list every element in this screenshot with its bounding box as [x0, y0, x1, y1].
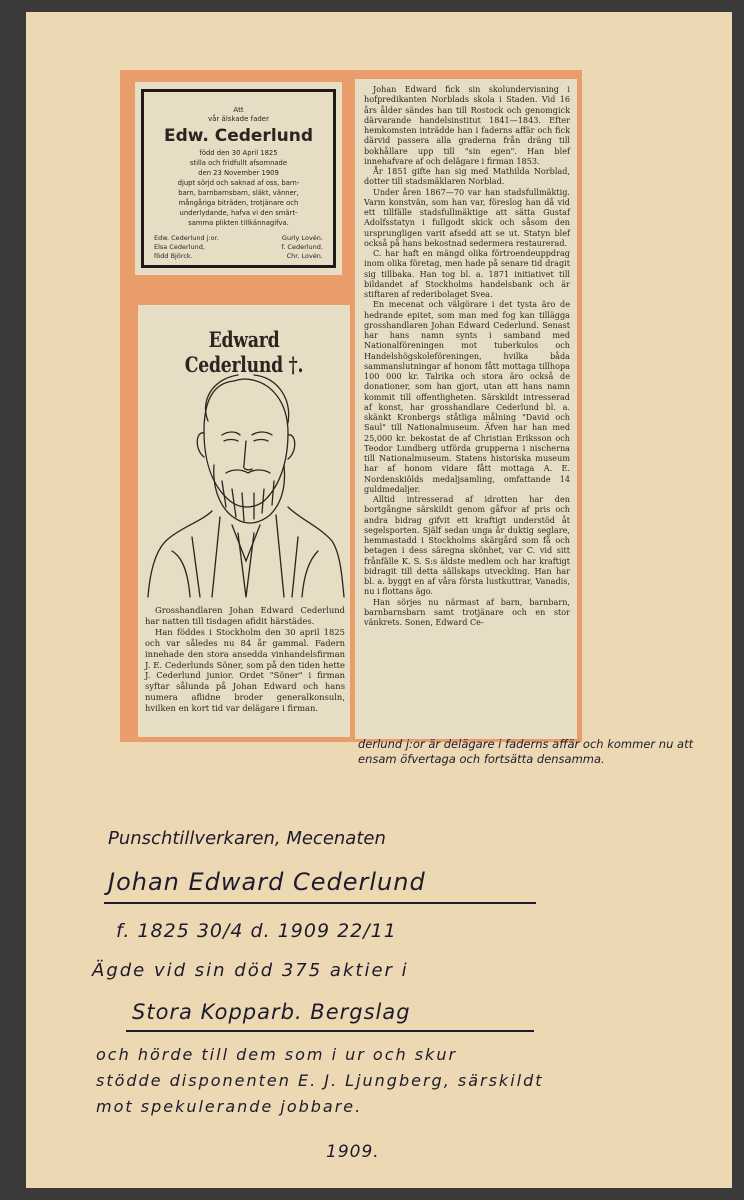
handwritten-dates: f. 1825 30/4 d. 1909 22/11: [116, 920, 397, 942]
article-clipping: [355, 79, 577, 739]
handwritten-year: 1909.: [326, 1142, 380, 1162]
notice-subtitle: vår älskade fader: [208, 115, 269, 123]
article-paragraph: En mecenat och välgörare i det tysta äro de hedrande epitet, som man med fog kan tillägga grosshandlaren Johan Edward Cederlund. Senast har hans namn synts i samband med Nationalföreningen mot tuberkulos och Handelshögskoleföreningen, hvilka båda sammanslutningar af honom fått mottaga tillhopa 100 000 kr. Talrika och stora äro också de donationer, som han gjort, utan att hans namn kommit till offentligheten. Särskildt intresserad af konst, har grosshandlare Cederlund bl. a. skänkt Kronbergs ståtliga målning "David och Saul" till Nationalmuseum. Äfven har han med 25,000 kr. bekostat de af Christian Eriksson och Teodor Lundberg utförda grupperna i nischerna till Nationalmuseum. Statens historiska museum har af honom vidare fått mottaga A. E. Nordenskiölds medaljsamling, omfattande 14 guldmedaljer.: [364, 299, 570, 494]
handwritten-name: Johan Edward Cederlund: [108, 868, 426, 896]
notice-name: Edw. Cederlund: [163, 126, 314, 146]
notice-signatures: [148, 228, 329, 261]
notice-still: stilla och fridfullt afsomnade: [189, 159, 288, 167]
article-paragraph: Han sörjes nu närmast af barn, barnbarn, barnbarnsbarn samt trotjänare och en stor vänkrets. Sonen, Edward Ce-: [364, 596, 570, 627]
signatures-left: [154, 234, 219, 261]
article-paragraph: Under åren 1867—70 var han stadsfullmäktig. Varm konstvän, som han var, föreslog han då vid ett tillfälle stadsfullmäktige att sätta Gustaf Adolfsstatyn i fullgodt skick och såsom den ursprungligen varit afsedd att se ut. Statyn blef också på hans bekostnad sedermera restaurerad.: [364, 186, 570, 248]
notice-body-line: djupt sörjd och saknad af oss, barn-: [177, 179, 300, 187]
handwritten-company: Stora Kopparb. Bergslag: [132, 1000, 411, 1024]
signature: Elsa Cederlund,: [154, 243, 205, 251]
handwritten-line: stödde disponenten E. J. Ljungberg, särskildt: [96, 1071, 544, 1090]
handwritten-shares: Ägde vid sin död 375 aktier i: [92, 960, 409, 981]
notice-body-line: underlydande, hafva vi den smärt-: [179, 209, 298, 217]
article-paragraph: C. har haft en mängd olika förtroendeuppdrag inom olika företag, men hade på senare tid dragit sig tillbaka. Han tog bl. a. 1871 initiativet till bildandet af Stockholms handelsbank och är stiftaren af rederibolaget Svea.: [364, 248, 570, 299]
handwritten-line: och hörde till dem som i ur och skur: [96, 1045, 458, 1064]
company-underline: [126, 1030, 534, 1032]
bio-paragraph: Grosshandlaren Johan Edward Cederlund har natten till tisdagen afidit härstädes.: [145, 605, 345, 626]
signature: född Björck.: [154, 252, 193, 260]
portrait-clipping: [138, 305, 350, 737]
article-paragraph: Alltid intresserad af idrotten har den bortgångne särskildt genom gåfvor af pris och andra bidrag gifvit ett kraftigt understöd åt segelsporten. Själf sedan unga år duktig seglare, hemmastadd i Stockholms skärgård som få och betagen i dess säregna skönhet, var C. vid sitt frånfälle K. S. S:s äldste medlem och har kraftigt bidragit till detta sällskaps utveckling. Han har bl. a. byggt en af våra första lustkuttrar, Vanadis, nu i flottans ägo.: [364, 494, 570, 597]
notice-died: den 23 November 1909: [198, 169, 279, 177]
signatures-right: [281, 234, 323, 261]
death-notice: [135, 82, 342, 275]
portrait-bio: [145, 605, 345, 714]
signature: f. Cederlund.: [281, 243, 323, 251]
portrait-headline: Edward Cederlund †.: [184, 327, 304, 377]
notice-body-line: barn, barnbarnsbarn, släkt, vänner,: [178, 189, 299, 197]
article-paragraph: År 1851 gifte han sig med Mathilda Norblad, dotter till stadsmäklaren Norblad.: [364, 166, 570, 187]
signature: Chr. Lovén.: [286, 252, 323, 260]
bio-paragraph: Han föddes i Stockholm den 30 april 1825 och var således nu 84 år gammal. Fadern innehade den stora ansedda vinhandelsfirman J. E. Cederlunds Söner, som på den tiden hette J. Cederlund junior. Ordet "Söner" i firman syftar sålunda på Johan Edward och hans numera aflidne broder generalkonsuln, hvilken en kort tid var delägare i firman.: [145, 626, 345, 714]
death-notice-frame: [141, 89, 336, 268]
signature: Gurly Lovén.: [281, 234, 323, 242]
notice-born: född den 30 April 1825: [199, 149, 278, 157]
notice-att: Att: [233, 106, 244, 114]
notice-body-line: mångåriga biträden, trotjänare och: [178, 199, 299, 207]
notice-body-line: samma plikten tillkännagifva.: [188, 219, 289, 227]
handwritten-continuation: derlund j:or är delägare i faderns affär och kommer nu att ensam öfvertaga och fortsätta densamma.: [358, 737, 694, 766]
handwritten-line: mot spekulerande jobbare.: [96, 1097, 363, 1116]
article-paragraph: Johan Edward fick sin skolundervisning i hofpredikanten Norblads skola i Staden. Vid 16 års ålder sändes han till Rostock och genomgick därvarande handelsinstitut 1841—1843. Efter hemkomsten inträdde han i faderns affär och fick därvid passera alla graderna från dräng till bokhållare upp till "sin egen". Han blef innehafvare af och delägare i firman 1853.: [364, 84, 570, 166]
signature: Edw. Cederlund j:or.: [154, 234, 219, 242]
portrait-drawing: [142, 361, 346, 601]
handwritten-title: Punschtillverkaren, Mecenaten: [108, 828, 386, 849]
name-underline: [104, 902, 536, 904]
article-text: [364, 84, 570, 627]
